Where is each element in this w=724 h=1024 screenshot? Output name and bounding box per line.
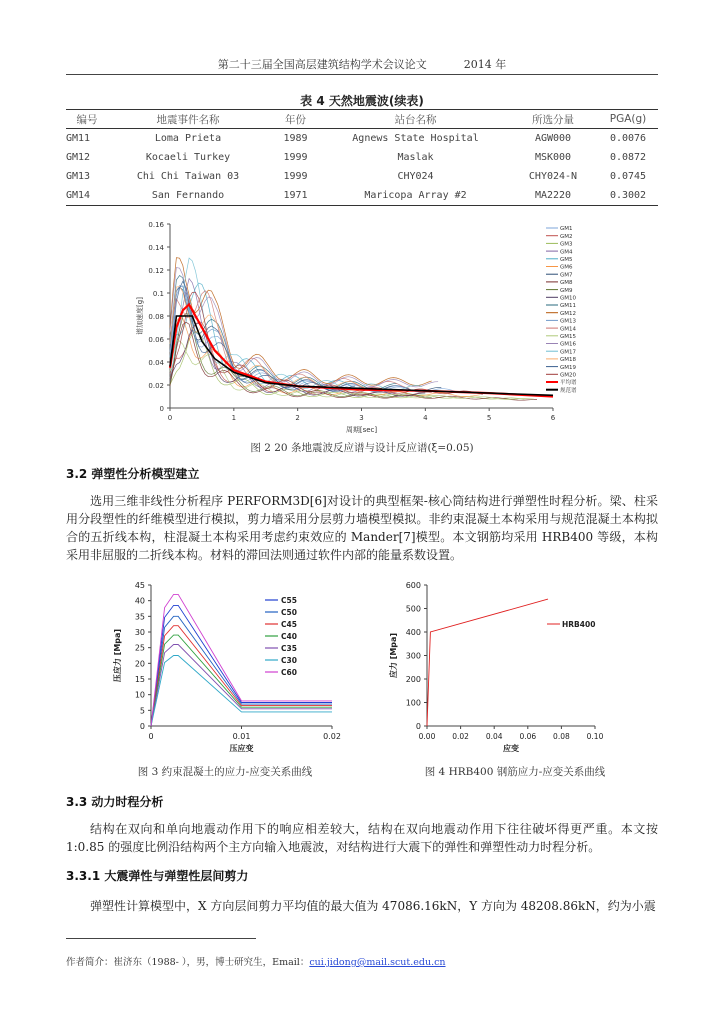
y-tick-label: 0.04: [148, 359, 164, 367]
legend-label: C45: [281, 620, 297, 629]
y-tick-label: 15: [134, 675, 145, 684]
table-row: [66, 186, 658, 206]
y-tick-label: 0.16: [148, 221, 164, 229]
x-tick-label: 2: [295, 414, 300, 422]
table-title: 表 4 天然地震波(续表): [300, 94, 424, 108]
legend-label: GM18: [560, 357, 577, 364]
x-axis-label: 应变: [503, 744, 519, 753]
table-header-row: [66, 110, 658, 129]
footnote-text: 作者简介：崔济东（1988- ），男，博士研究生，Email：: [66, 957, 310, 968]
x-tick-label: 0.10: [586, 732, 604, 741]
x-tick-label: 3: [359, 414, 364, 422]
concrete-curve-line: [151, 635, 332, 726]
y-tick-label: 0.08: [148, 313, 164, 321]
cell: Agnews State Hospital: [352, 133, 479, 144]
cell: CHY024: [397, 171, 434, 182]
x-tick-label: 5: [486, 414, 492, 422]
x-tick-label: 1: [231, 414, 237, 422]
footnote-rule: [66, 938, 256, 939]
x-axis-label: 周期[sec]: [345, 426, 378, 434]
legend-label: GM15: [560, 334, 577, 340]
ground-motion-spectrum-line: [170, 258, 432, 386]
ground-motion-spectrum-line: [170, 281, 355, 391]
y-tick-label: 35: [134, 612, 145, 622]
y-tick-label: 25: [134, 643, 145, 653]
y-axis-label: 压应力 [Mpa]: [113, 628, 122, 683]
section-3-3-paragraph: 结构在双向和单向地震动作用下的响应相差较大，结构在双向地震动作用下往往破坏得更严重。本文按 1:0.85 的强度比例沿结构两个主方向输入地震波，对结构进行大震下的弹性和弹塑性动力时程分析。: [66, 822, 658, 854]
legend-label: C60: [281, 668, 297, 677]
legend-label: GM8: [560, 280, 573, 287]
ground-motion-spectrum-line: [170, 287, 441, 391]
x-tick-label: 0.08: [553, 732, 570, 741]
legend-label: C35: [281, 644, 297, 653]
y-tick-label: 20: [134, 659, 145, 669]
cell: Kocaeli Turkey: [145, 152, 231, 163]
x-tick-label: 0.01: [232, 732, 251, 741]
y-axis-label: 谱加速度[g]: [136, 297, 144, 335]
x-axis-label: 压应变: [229, 744, 254, 753]
legend-label: 规范谱: [560, 387, 577, 394]
legend-label: GM4: [560, 249, 573, 256]
header-rule: [66, 74, 658, 75]
concrete-curve-line: [151, 616, 332, 726]
steel-stress-strain-chart: [380, 578, 610, 756]
running-header: [66, 56, 658, 72]
legend-label: GM19: [560, 364, 577, 371]
ground-motion-spectrum-line: [170, 283, 352, 388]
footnote: [66, 954, 446, 968]
y-tick-label: 500: [405, 604, 421, 614]
author-email-link[interactable]: cui.jidong@mail.scut.edu.cn: [309, 957, 446, 968]
cell: 0.0076: [609, 133, 647, 144]
y-tick-label: 100: [405, 698, 421, 708]
col-header: 站台名称: [323, 110, 508, 129]
legend-label: GM3: [560, 241, 573, 248]
legend-label: GM14: [560, 326, 577, 333]
response-spectrum-chart: [130, 216, 600, 436]
cell: GM13: [66, 171, 91, 182]
col-header: 所选分量: [508, 110, 598, 129]
cell: Loma Prieta: [154, 133, 222, 144]
cell: 1989: [283, 133, 308, 144]
cell: GM11: [66, 133, 91, 144]
legend-label: HRB400: [562, 620, 596, 629]
section-3-2-paragraph: 选用三维非线性分析程序 PERFORM3D[6]对设计的典型框架-核心筒结构进行弹塑性时程分析。梁、柱采用分段塑性的纤维模型进行模拟，剪力墙采用分层剪力墙模型模拟。非约束混凝土本构采用与规范混凝土本构拟合的五折线本构，柱混凝土本构采用考虑约束效应的 Mander[7]模型。本文钢筋均采用 HRB400 等级，本构采用非屈服的二折线本构。材料的滞回法则通过软件内部的能量系数设置。: [66, 494, 658, 562]
section-3-3-heading: 3.3 动力时程分析: [66, 795, 164, 809]
figure4-caption: 图 4 HRB400 钢筋应力-应变关系曲线: [424, 766, 606, 778]
legend-label: GM10: [560, 295, 577, 302]
cell: San Fernando: [108, 186, 268, 206]
section-3-2-heading: 3.2 弹塑性分析模型建立: [66, 467, 200, 481]
y-tick-label: 40: [134, 596, 145, 606]
y-tick-label: 5: [139, 706, 145, 716]
cell: Maslak: [397, 152, 434, 163]
ground-motion-spectrum-line: [170, 341, 534, 400]
x-tick-label: 0.00: [418, 732, 436, 741]
cell: GM12: [66, 152, 91, 163]
cell: 1999: [283, 171, 308, 182]
cell: 0.0872: [609, 152, 647, 163]
cell: Chi Chi Taiwan 03: [136, 171, 240, 182]
y-tick-label: 0: [159, 405, 164, 413]
y-tick-label: 0: [139, 722, 145, 731]
x-tick-label: 0.04: [485, 732, 503, 741]
figure2-caption: 图 2 20 条地震波反应谱与设计反应谱(ξ=0.05): [250, 442, 474, 454]
ground-motion-spectrum-line: [170, 286, 406, 392]
figure3-caption: 图 3 约束混凝土的应力-应变关系曲线: [137, 766, 313, 778]
legend-label: GM6: [560, 264, 573, 271]
earthquake-table: [66, 109, 658, 206]
cell: 0.0745: [609, 171, 647, 182]
y-tick-label: 0.02: [148, 382, 164, 390]
legend-label: GM1: [560, 226, 573, 233]
cell: MSK000: [534, 152, 572, 163]
y-tick-label: 0: [415, 722, 421, 731]
ground-motion-spectrum-line: [170, 268, 438, 387]
col-header: 地震事件名称: [108, 110, 268, 129]
legend-label: C40: [281, 632, 297, 641]
y-tick-label: 400: [405, 628, 421, 637]
cell: Maricopa Array #2: [323, 186, 508, 206]
cell: 1971: [268, 186, 323, 206]
x-tick-label: 0: [167, 414, 173, 422]
legend-label: C55: [281, 596, 297, 605]
y-tick-label: 30: [134, 628, 145, 637]
y-tick-label: 0.12: [148, 267, 164, 275]
legend-label: GM17: [560, 349, 577, 356]
col-header: 年份: [268, 110, 323, 129]
y-tick-label: 200: [405, 675, 421, 684]
ground-motion-spectrum-line: [170, 258, 422, 391]
concrete-curve-line: [151, 645, 332, 727]
cell: AGW000: [534, 133, 572, 144]
ground-motion-spectrum-line: [170, 291, 409, 389]
section-3-3-1-heading: 3.3.1 大震弹性与弹塑性层间剪力: [66, 869, 249, 883]
x-tick-label: 6: [550, 414, 556, 422]
cell: GM14: [66, 186, 108, 206]
cell: 1999: [283, 152, 308, 163]
col-header: PGA(g): [598, 110, 658, 129]
conference-title: 第二十三届全国高层建筑结构学术会议论文: [217, 58, 427, 71]
concrete-stress-strain-chart: [100, 578, 350, 756]
table-row: [66, 167, 658, 186]
y-tick-label: 10: [134, 690, 145, 700]
col-header: 编号: [66, 110, 108, 129]
concrete-curve-line: [151, 656, 332, 727]
legend-label: GM5: [560, 257, 573, 263]
legend-label: GM11: [560, 303, 577, 310]
section-3-3-1-paragraph: 弹塑性计算模型中，X 方向层间剪力平均值的最大值为 47086.16kN，Y 方向为 48208.86kN，约为小震: [90, 899, 656, 913]
y-tick-label: 0.06: [148, 336, 164, 344]
cell: MA2220: [508, 186, 598, 206]
x-tick-label: 0.02: [452, 732, 469, 741]
legend-label: GM20: [560, 372, 577, 379]
x-tick-label: 4: [423, 414, 428, 422]
ground-motion-spectrum-line: [170, 279, 397, 394]
steel-curve-line: [427, 599, 548, 726]
y-tick-label: 300: [405, 651, 421, 661]
x-tick-label: 0.06: [519, 732, 537, 741]
legend-label: C50: [281, 608, 297, 617]
y-axis-label: 应力 [Mpa]: [389, 632, 398, 679]
legend-label: GM13: [560, 318, 577, 325]
x-tick-label: 0.02: [323, 732, 341, 741]
legend-label: 平均谱: [560, 380, 577, 387]
y-tick-label: 600: [405, 581, 421, 590]
concrete-curve-line: [151, 626, 332, 726]
table-row: [66, 148, 658, 167]
concrete-curve-line: [151, 605, 332, 726]
table-row: [66, 129, 658, 149]
cell: CHY024-N: [528, 171, 578, 182]
y-tick-label: 0.1: [152, 290, 164, 298]
concrete-curve-line: [151, 594, 332, 726]
legend-label: C30: [281, 656, 297, 665]
header-year: 2014 年: [463, 58, 507, 71]
cell: 0.3002: [598, 186, 658, 206]
legend-label: GM16: [560, 341, 577, 348]
y-tick-label: 0.14: [148, 244, 164, 252]
legend-label: GM9: [560, 287, 573, 294]
y-tick-label: 45: [134, 581, 145, 590]
legend-label: GM12: [560, 310, 577, 317]
x-tick-label: 0: [148, 732, 154, 741]
legend-label: GM2: [560, 233, 573, 240]
legend-label: GM7: [560, 272, 573, 279]
